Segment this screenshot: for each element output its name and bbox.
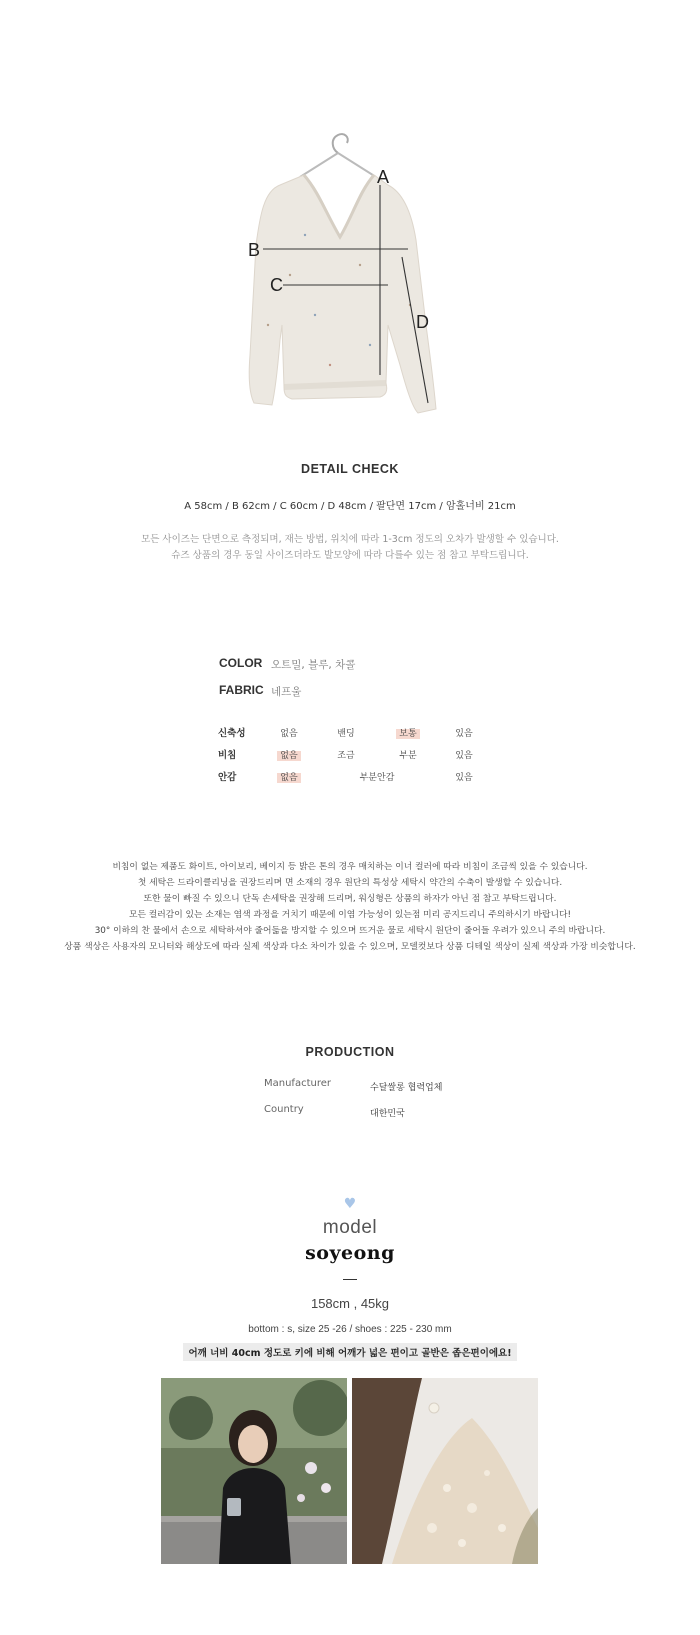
property-cell: 부분 bbox=[399, 751, 417, 761]
detail-note-1: 모든 사이즈는 단면으로 측정되며, 재는 방법, 위치에 따라 1-3cm 정도의 오차가 발생할 수 있습니다. bbox=[141, 534, 559, 545]
detail-check-heading: DETAIL CHECK bbox=[301, 462, 399, 476]
care-note-6: 상품 색상은 사용자의 모니터와 해상도에 따라 실제 색상과 다소 차이가 있을 수 있으며, 모델컷보다 상품 디테일 색상이 실제 색상과 가장 비슷합니다. bbox=[64, 942, 636, 952]
property-cell: 없음 bbox=[280, 729, 298, 739]
color-value: 오트밀, 블루, 차콜 bbox=[271, 659, 356, 671]
divider bbox=[343, 1279, 357, 1280]
property-cell: 있음 bbox=[455, 729, 473, 739]
color-label: COLOR bbox=[219, 656, 263, 670]
model-photo-1 bbox=[161, 1378, 347, 1564]
property-cell: 있음 bbox=[455, 773, 473, 783]
fit-note: 어깨 너비 40cm 정도로 키에 비해 어깨가 넓은 편이고 골반은 좁은편이에요! bbox=[183, 1343, 516, 1361]
country-label: Country bbox=[264, 1104, 304, 1115]
model-stats: 158cm , 45kg bbox=[310, 1296, 390, 1311]
label-b: B bbox=[248, 240, 261, 260]
lace-detail-photo bbox=[352, 1378, 538, 1564]
care-note-1: 비침이 없는 제품도 화이트, 아이보리, 베이지 등 밝은 톤의 경우 매치하는 이너 컬러에 따라 비침이 조금씩 있을 수 있습니다. bbox=[112, 862, 588, 872]
production-heading: PRODUCTION bbox=[305, 1045, 395, 1059]
measurements-text: A 58cm / B 62cm / C 60cm / D 48cm / 팔단면 17cm / 암홀너비 21cm bbox=[184, 501, 516, 512]
country-value: 대한민국 bbox=[370, 1109, 405, 1119]
property-cell-selected: 없음 bbox=[259, 770, 319, 783]
properties-grid bbox=[0, 720, 700, 783]
care-notes bbox=[0, 859, 700, 955]
model-title: model bbox=[322, 1217, 378, 1238]
property-cell: 부분안감 bbox=[359, 773, 395, 783]
care-note-5: 30° 이하의 찬 물에서 손으로 세탁하셔야 줄어듦을 방지할 수 있으며 뜨거운 물로 세탁시 원단이 줄어들 우려가 있으니 주의 바랍니다. bbox=[94, 926, 606, 936]
fabric-label: FABRIC bbox=[219, 683, 264, 697]
sweater-measurement-figure bbox=[220, 125, 480, 435]
property-label-sheer: 비침 bbox=[218, 750, 237, 761]
detail-note-2: 슈즈 상품의 경우 동일 사이즈더라도 발모양에 따라 다를수 있는 점 참고 부탁드립니다. bbox=[171, 550, 529, 561]
property-cell-selected: 보통 bbox=[378, 726, 438, 739]
care-note-2: 첫 세탁은 드라이클리닝을 권장드리며 면 소재의 경우 원단의 특성상 세탁시 약간의 수축이 발생할 수 있습니다. bbox=[137, 878, 563, 888]
property-cell: 밴딩 bbox=[337, 729, 355, 739]
property-cell-selected: 없음 bbox=[259, 748, 319, 761]
fabric-value: 네프울 bbox=[271, 686, 302, 698]
model-name: soyeong bbox=[305, 1242, 395, 1264]
label-d: D bbox=[416, 312, 429, 332]
property-label-lining: 안감 bbox=[218, 772, 237, 783]
property-cell: 있음 bbox=[455, 751, 473, 761]
property-cell: 조금 bbox=[337, 751, 355, 761]
hanger-icon bbox=[300, 134, 376, 177]
care-note-4: 모든 컬러감이 있는 소재는 염색 과정을 거치기 때문에 이염 가능성이 있는점 미리 공지드리니 주의하시기 바랍니다! bbox=[128, 910, 572, 920]
manufacturer-value: 수달쌀롱 협력업체 bbox=[370, 1083, 443, 1093]
care-note-3: 또한 물이 빠질 수 있으니 단독 손세탁을 권장해 드리며, 워싱형은 상품의 하자가 아닌 점 참고 부탁드립니다. bbox=[143, 894, 557, 904]
fit-note-wrap bbox=[0, 1341, 700, 1361]
model-sizes: bottom : s, size 25 -26 / shoes : 225 - 230 mm bbox=[248, 1324, 452, 1335]
label-a: A bbox=[377, 167, 390, 187]
label-c: C bbox=[270, 275, 283, 295]
property-label-stretch: 신축성 bbox=[218, 728, 246, 739]
heart-icon: ♥ bbox=[343, 1196, 357, 1212]
manufacturer-label: Manufacturer bbox=[264, 1078, 331, 1089]
